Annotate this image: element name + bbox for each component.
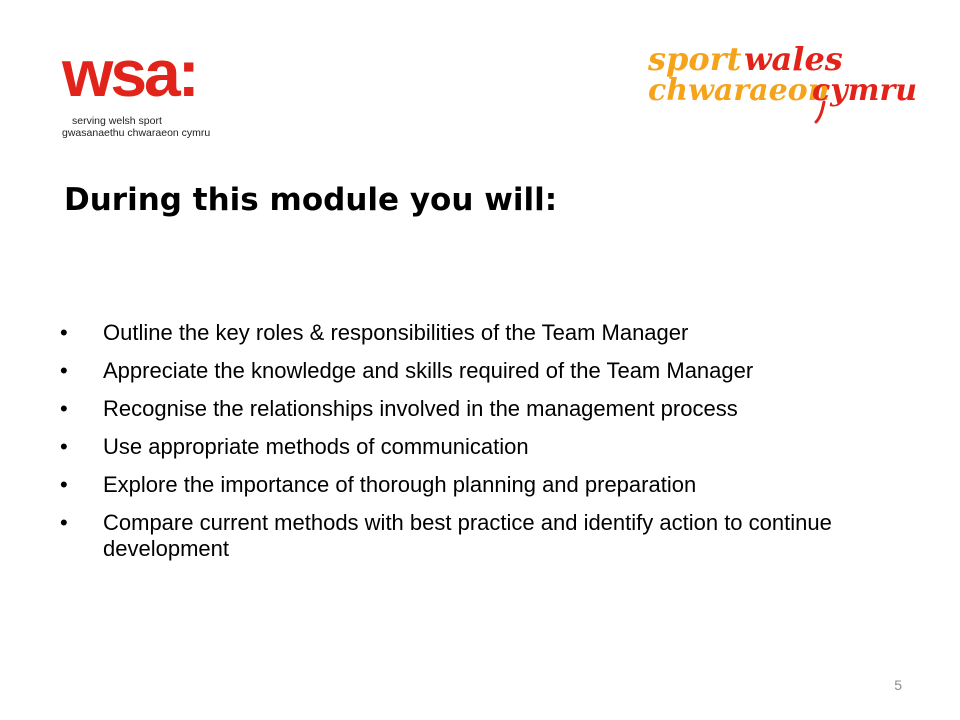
list-item-text: Explore the importance of thorough planning and preparation [103, 472, 697, 497]
sport-wales-logo [642, 38, 922, 138]
list-item-text: Outline the key roles & responsibilities of the Team Manager [103, 320, 689, 345]
sport-wales-word-chwaraeon: chwaraeon [648, 73, 830, 108]
bullet-icon: • [60, 320, 68, 345]
objectives-list [60, 320, 900, 574]
list-item [60, 472, 900, 498]
sport-wales-logo-graphic [642, 38, 922, 138]
wsa-logo-tagline-en: serving welsh sport [72, 115, 162, 127]
bullet-icon: • [60, 358, 68, 383]
list-item-text: Recognise the relationships involved in the management process [103, 396, 738, 421]
sport-wales-word-cymru: cymru [812, 73, 918, 108]
list-item [60, 510, 900, 562]
bullet-icon: • [60, 396, 68, 421]
wsa-logo-mark: wsa: [62, 36, 197, 110]
slide-title: During this module you will: [64, 182, 558, 218]
list-item-text: Compare current methods with best practice and identify action to continue development [103, 510, 832, 561]
wsa-logo-tagline-cy: gwasanaethu chwaraeon cymru [62, 127, 211, 139]
bullet-icon: • [60, 434, 68, 459]
list-item-text: Appreciate the knowledge and skills required of the Team Manager [103, 358, 754, 383]
list-item-text: Use appropriate methods of communication [103, 434, 529, 459]
list-item [60, 320, 900, 346]
page-number: 5 [894, 677, 902, 693]
list-item [60, 434, 900, 460]
wsa-logo [62, 36, 262, 150]
sport-wales-word-wales: wales [744, 40, 843, 78]
bullet-icon: • [60, 472, 68, 497]
sport-wales-word-sport: sport [648, 40, 742, 78]
list-item [60, 396, 900, 422]
bullet-icon: • [60, 510, 68, 535]
list-item [60, 358, 900, 384]
